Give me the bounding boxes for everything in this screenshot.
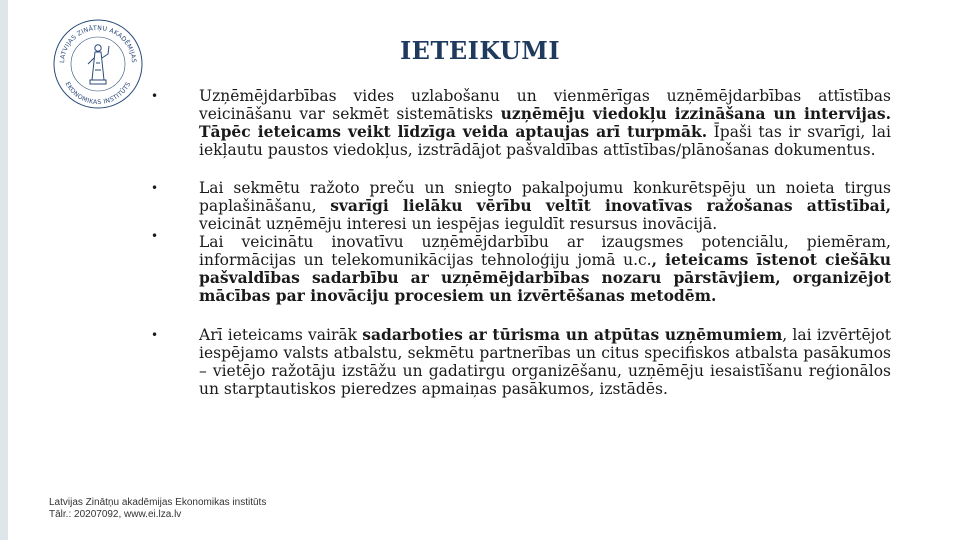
bullet-item-3 — [151, 229, 891, 305]
page-title: IETEIKUMI — [399, 36, 561, 65]
bullet-4-text-b: , lai izvērtējot iespējamo valsts atbalstu, sekmētu partnerības un citus specifiskos atbalsta pasākumos – vietējo ražotāju izstāžu un gadatirgu organizēšanu, uzņēmēju iesaistīšanu reģionālos un starptautiskos pieredzes apmaiņas pasākumos, izstādēs. — [199, 326, 891, 398]
logo-text-bottom: EKONOMIKAS INSTITŪTS — [63, 80, 133, 107]
bullet-symbol: • — [151, 181, 159, 195]
recommendations-list — [151, 87, 891, 398]
footer — [49, 497, 266, 521]
bullet-4-text-a: Arī ieteicams vairāk — [199, 326, 363, 344]
logo-text-top: LATVIJAS ZINĀTŅU AKADĒMIJAS — [58, 24, 138, 64]
bullet-symbol: • — [151, 229, 159, 243]
bullet-item-1 — [151, 87, 891, 159]
footer-line-1: Latvijas Zinātņu akadēmijas Ekonomikas institūts — [49, 497, 267, 508]
bullet-3-text-a: Lai veicinātu inovatīvu uzņēmējdarbību ar izaugsmes potenciālu, piemēram, informācijas un telekomunikācijas tehnoloģiju jomā u.c. — [199, 233, 891, 269]
bullet-1-text-b: Īpaši tas ir svarīgi, lai iekļautu paustos viedokļus, izstrādājot pašvaldības attīstības/plānošanas dokumentus. — [199, 123, 891, 159]
bullet-2-text-bold: svarīgi lielāku vērību veltīt inovatīvas ražošanas attīstībai, — [330, 196, 891, 215]
bullet-1-text-bold: uzņēmēju viedokļu izzināšana un intervijas. Tāpēc ieteicams veikt līdzīga veida aptaujas arī turpmāk. — [199, 104, 891, 141]
bullet-item-2 — [151, 179, 891, 233]
bullet-3-text-bold: , ieteicams īstenot ciešāku pašvaldības sadarbību ar uzņēmējdarbības nozaru pārstāvjiem, organizējot mācības par inovāciju procesiem un izvērtēšanas metodēm. — [199, 250, 891, 305]
svg-text:EKONOMIKAS INSTITŪTS — [64, 81, 133, 106]
bullet-symbol: • — [151, 89, 159, 103]
bullet-2-text-b: veicināt uzņēmēju interesi un iespējas ieguldīt resursus inovācijā. — [199, 215, 718, 233]
footer-line-2: Tālr.: 20207092, www.ei.lza.lv — [49, 509, 182, 520]
bullet-2-text-a: Lai sekmētu ražoto preču un sniegto pakalpojumu konkurētspēju un noieta tirgus paplašināšanu, — [199, 179, 891, 215]
bullet-symbol: • — [151, 328, 159, 342]
bullet-item-4 — [151, 325, 891, 398]
bullet-4-text-bold: sadarboties ar tūrisma un atpūtas uzņēmumiem — [362, 325, 783, 344]
bullet-1-text-a: Uzņēmējdarbības vides uzlabošanu un vienmērīgas uzņēmējdarbības attīstības veicināšanu var sekmēt sistemātisks — [199, 87, 891, 123]
left-edge-rule — [0, 0, 8, 540]
